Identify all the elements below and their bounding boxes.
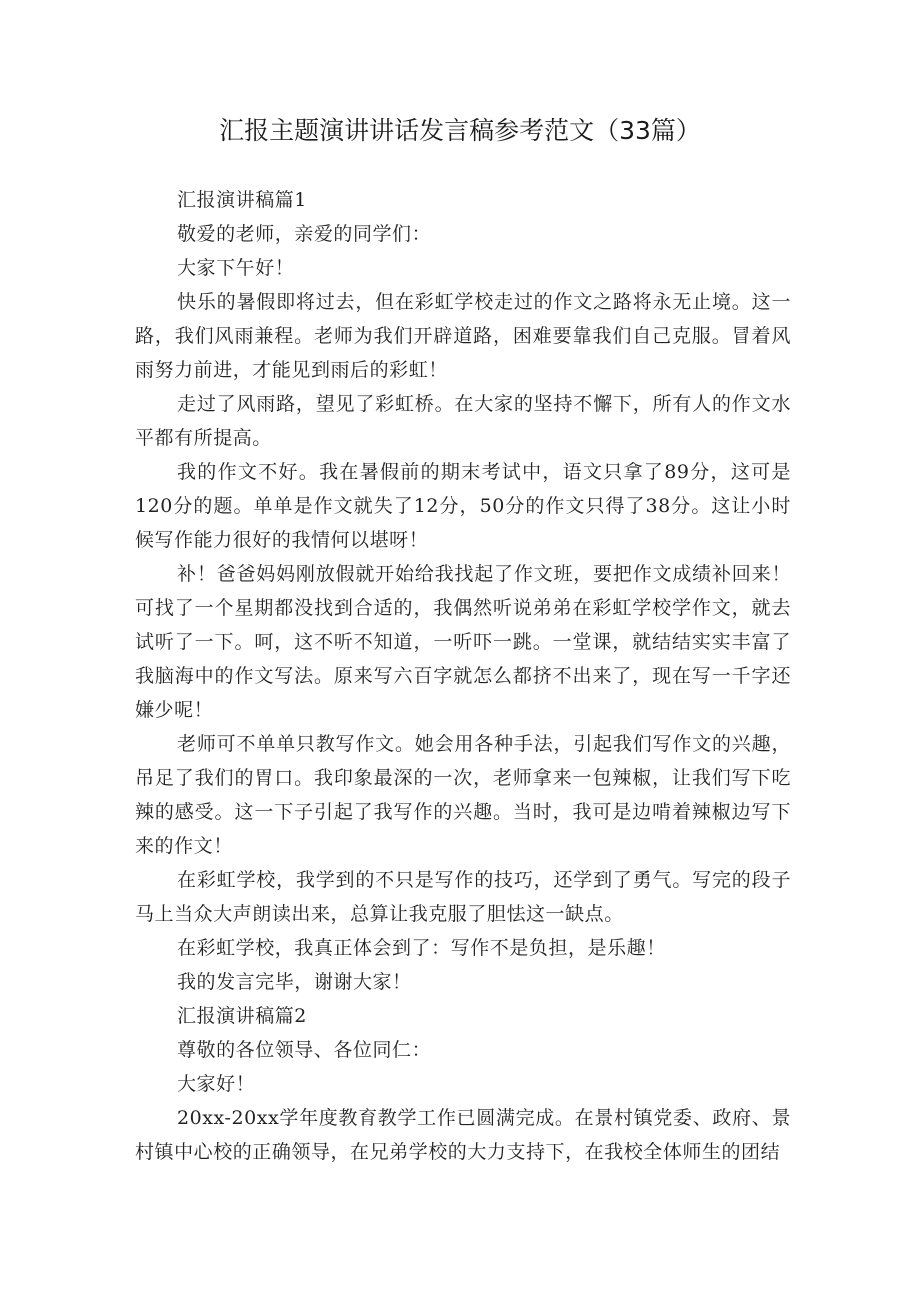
greeting-1: 大家下午好！ <box>177 257 295 279</box>
paragraph: 老师可不单单只教写作文。她会用各种手法，引起我们写作文的兴趣，吊足了我们的胃口。我印象最深的一次，老师拿来一包辣椒，让我们写下吃辣的感受。这一下子引起了我写作的兴趣。当时，我可是边啃着辣椒边写下来的作文！ <box>135 733 791 857</box>
closing-1: 我的发言完毕，谢谢大家！ <box>177 971 412 993</box>
paragraph: 20xx-20xx学年度教育教学工作已圆满完成。在景村镇党委、政府、景村镇中心校的正确领导，在兄弟学校的大力支持下，在我校全体师生的团结 <box>135 1107 791 1163</box>
salutation-1: 敬爱的老师，亲爱的同学们： <box>177 223 432 245</box>
greeting-2: 大家好！ <box>177 1073 256 1095</box>
document-body <box>135 183 791 1169</box>
paragraph: 走过了风雨路，望见了彩虹桥。在大家的坚持不懈下，所有人的作文水平都有所提高。 <box>135 393 791 449</box>
section-heading-1: 汇报演讲稿篇1 <box>177 189 307 211</box>
section-heading-2: 汇报演讲稿篇2 <box>177 1005 307 1027</box>
paragraph: 补！爸爸妈妈刚放假就开始给我找起了作文班，要把作文成绩补回来！可找了一个星期都没找到合适的，我偶然听说弟弟在彩虹学校学作文，就去试听了一下。呵，这不听不知道，一听吓一跳。一堂课，就结结实实丰富了我脑海中的作文写法。原来写六百字就怎么都挤不出来了，现在写一千字还嫌少呢！ <box>135 563 791 721</box>
document-title: 汇报主题演讲讲话发言稿参考范文（33篇） <box>219 116 701 145</box>
paragraph: 在彩虹学校，我学到的不只是写作的技巧，还学到了勇气。写完的段子马上当众大声朗读出来，总算让我克服了胆怯这一缺点。 <box>135 869 791 925</box>
paragraph: 我的作文不好。我在暑假前的期末考试中，语文只拿了89分，这可是120分的题。单单是作文就失了12分，50分的作文只得了38分。这让小时候写作能力很好的我情何以堪呀！ <box>135 461 791 551</box>
paragraph: 在彩虹学校，我真正体会到了：写作不是负担，是乐趣！ <box>177 937 666 959</box>
salutation-2: 尊敬的各位领导、各位同仁： <box>177 1039 432 1061</box>
paragraph: 快乐的暑假即将过去，但在彩虹学校走过的作文之路将永无止境。这一路，我们风雨兼程。老师为我们开辟道路，困难要靠我们自己克服。冒着风雨努力前进，才能见到雨后的彩虹！ <box>135 291 791 381</box>
